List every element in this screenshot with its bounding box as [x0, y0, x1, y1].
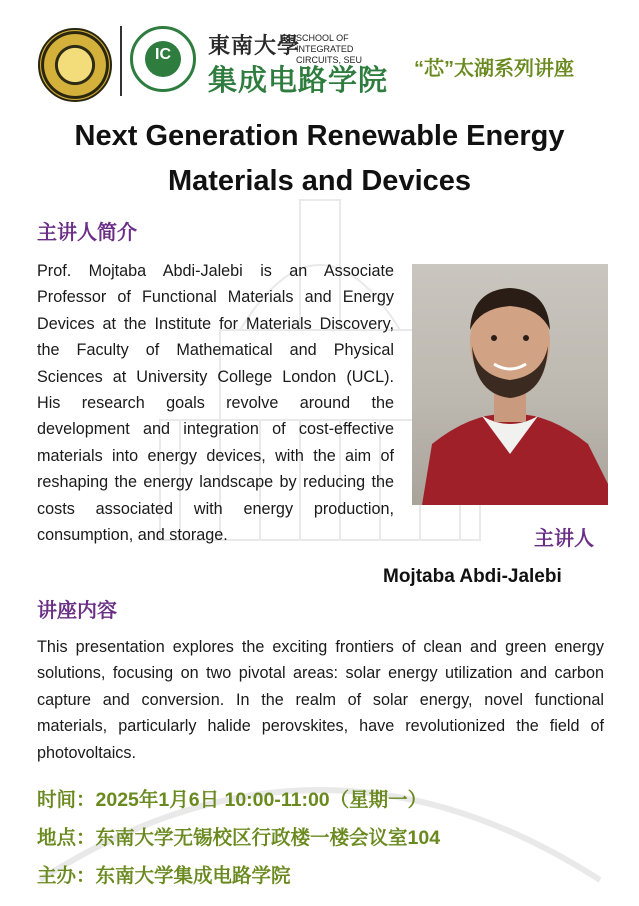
ic-school-logo [130, 26, 196, 92]
seu-seal-logo [38, 28, 112, 102]
poster-header [0, 0, 639, 110]
lecture-abstract: This presentation explores the exciting frontiers of clean and green energy solutions, focusing on two pivotal areas: solar energy utilization and carbon capture and conversion. In the realm of solar energy, novel functional materials, particularly halide perovskites, have revolutionized the field of photovoltaics. [37, 638, 604, 762]
ic-logo-text: IC [155, 46, 171, 63]
lecture-title: Next Generation Renewable Energy Materials and Devices [74, 120, 565, 197]
lecture-heading: 讲座内容 [37, 600, 117, 622]
speaker-bio: Prof. Mojtaba Abdi-Jalebi is an Associate Professor of Functional Materials and Energy Devices at the Institute for Materials Discovery, the Faculty of Mathematical and Physical Sciences at University College London (UCL). His research goals revolve around the development and integration of cost-effective materials into energy devices, with the aim of reshaping the energy landscape by reducing the costs associated with energy production, consumption, and storage. [37, 262, 394, 545]
lecture-location: 地点：东南大学无锡校区行政楼一楼会议室104 [37, 827, 441, 849]
brand-cn: 東南大學 [208, 33, 301, 59]
speaker-name: Mojtaba Abdi-Jalebi [383, 566, 562, 587]
school-name: 集成电路学院 [208, 65, 389, 97]
lecture-series-title: “芯”太湖系列讲座 [414, 58, 574, 80]
speaker-label: 主讲人 [534, 528, 594, 550]
lecture-time: 时间：2025年1月6日 10:00-11:00（星期一） [37, 789, 428, 811]
bio-heading: 主讲人简介 [37, 222, 137, 244]
header-divider [120, 26, 122, 96]
brand-en: SCHOOL OF INTEGRATED CIRCUITS, SEU [296, 33, 363, 65]
speaker-photo [412, 264, 608, 505]
lecture-host: 主办：东南大学集成电路学院 [37, 865, 291, 887]
